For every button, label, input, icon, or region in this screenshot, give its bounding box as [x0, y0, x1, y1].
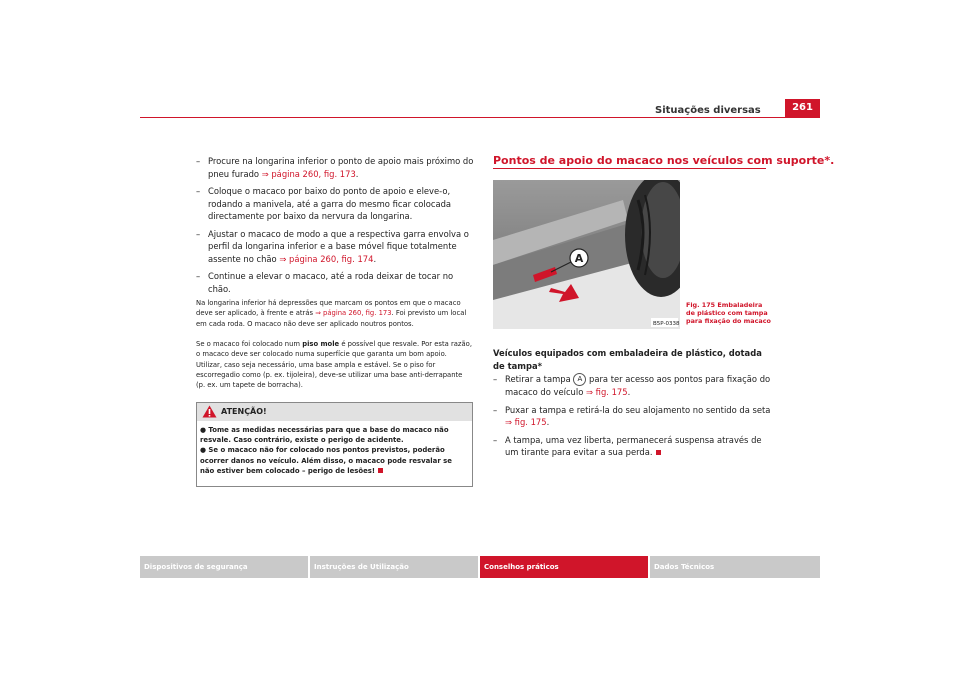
step-item: – Puxar a tampa e retirá-la do seu alojamento no sentido da seta ⇒ fig. 175. — [493, 404, 773, 429]
figure-callout-a: A — [574, 252, 584, 265]
step-item: – Retirar a tampa A para ter acesso aos pontos para fixação do macaco do veículo ⇒ fig. 175. — [493, 373, 773, 399]
step-item: – Procure na longarina inferior o ponto de apoio mais próximo do pneu furado ⇒ página 260, fig. 173. — [196, 155, 474, 180]
footer-tab-technical-data[interactable]: Dados Técnicos — [650, 556, 820, 578]
figure-code: B5P-0338 — [653, 321, 680, 327]
step-item: – Ajustar o macaco de modo a que a respectiva garra envolva o perfil da longarina inferior e a base móvel fique totalmente assente no chão ⇒ página 260, fig. 174. — [196, 228, 474, 266]
step-item: – Coloque o macaco por baixo do ponto de apoio e eleve-o, rodando a manivela, até a garra do mesmo ficar colocada directamente por baixo da nervura da longarina. — [196, 185, 474, 223]
subheading: Veículos equipados com embaladeira de plástico, dotada de tampa* — [493, 348, 762, 371]
warning-item: ● Se o macaco não for colocado nos pontos previstos, poderão ocorrer danos no veículo. Além disso, o macaco pode resvalar se não estiver bem colocado – perigo de lesões! — [200, 446, 452, 475]
warning-body — [200, 425, 468, 476]
section-title: Pontos de apoio do macaco nos veículos com suporte*. — [493, 154, 835, 167]
figure-175 — [493, 180, 680, 329]
page-link[interactable]: ⇒ página 260, fig. 174 — [279, 253, 374, 264]
figure-caption: Fig. 175 Embaladeira de plástico com tampa para fixação do macaco — [686, 301, 771, 325]
left-steps — [196, 155, 474, 300]
end-mark-icon — [656, 450, 661, 455]
warning-title: ATENÇÃO! — [221, 407, 267, 416]
note-paragraph-1: Na longarina inferior há depressões que marcam os pontos em que o macaco deve ser aplicado, à frente e atrás ⇒ página 260, fig. 173. Foi previsto um local em cada roda. O macaco não deve ser aplicado noutros pontos. — [196, 299, 467, 328]
figure-link[interactable]: ⇒ fig. 175 — [505, 417, 547, 427]
note-paragraph-2: Se o macaco foi colocado num piso mole é possível que resvale. Por esta razão, o macaco deve ser colocado numa superfície que garanta um bom apoio. Utilizar, caso seja necessário, uma base ampla e estável. Se o piso for escorregadio como (p. ex. tijoleira), deve-se utilizar uma base anti-derrapante (p. ex. um tapete de borracha). — [196, 340, 472, 390]
step-item: – A tampa, uma vez liberta, permanecerá suspensa através de um tirante para evitar a sua perda. — [493, 434, 773, 459]
step-item: – Continue a elevar o macaco, até a roda deixar de tocar no chão. — [196, 270, 474, 295]
header-rule — [140, 117, 820, 118]
warning-header — [197, 403, 472, 421]
right-steps — [493, 373, 773, 464]
page-link[interactable]: ⇒ página 260, fig. 173 — [261, 168, 356, 179]
footer-tab-operation[interactable]: Instruções de Utilização — [310, 556, 478, 578]
callout-a-marker: A — [573, 373, 586, 386]
warning-triangle-icon — [202, 405, 217, 418]
page-number: 261 — [785, 99, 820, 117]
figure-link[interactable]: ⇒ fig. 175 — [585, 387, 628, 397]
end-mark-icon — [378, 468, 383, 473]
running-header-title: Situações diversas — [655, 105, 761, 116]
section-rule — [493, 168, 766, 169]
footer-tab-practical-tips[interactable]: Conselhos práticos — [480, 556, 648, 578]
warning-box — [196, 402, 473, 487]
footer-tab-safety[interactable]: Dispositivos de segurança — [140, 556, 308, 578]
page-link[interactable]: ⇒ página 260, fig. 173 — [315, 309, 392, 318]
car-sill-illustration — [493, 180, 680, 329]
warning-item: ● Tome as medidas necessárias para que a base do macaco não resvale. Caso contrário, existe o perigo de acidente. — [200, 426, 449, 445]
